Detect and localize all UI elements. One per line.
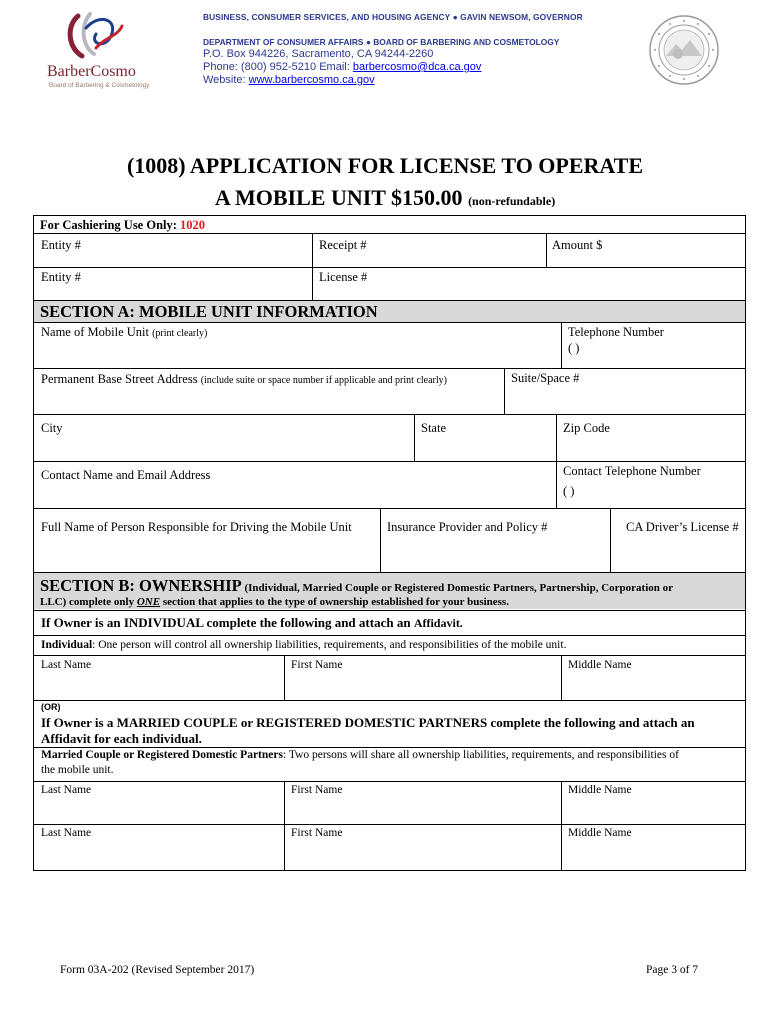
form-title-line1: (1008) APPLICATION FOR LICENSE TO OPERATE (126, 153, 644, 178)
married-description-line2: the mobile unit. (41, 764, 114, 776)
person2-first-name-label: First Name (291, 827, 343, 839)
suite-space-label: Suite/Space # (511, 371, 580, 385)
mailing-address: P.O. Box 944226, Sacramento, CA 94244-2260 (203, 48, 434, 60)
phone-text: Phone: (800) 952-5210 Email: (203, 61, 353, 73)
individual-term: Individual (41, 639, 93, 651)
contact-name-email-label: Contact Name and Email Address (41, 468, 211, 482)
agency-line: BUSINESS, CONSUMER SERVICES, AND HOUSING AGENCY ● GAVIN NEWSOM, GOVERNOR (203, 12, 583, 22)
barbercosmo-logo-icon (60, 8, 130, 64)
person1-first-name-label: First Name (291, 784, 343, 796)
entity-field-label: Entity # (41, 238, 81, 252)
page-number: Page 3 of 7 (646, 964, 699, 976)
section-b-instruction-b: section that applies to the type of ownership established for your business. (160, 596, 509, 608)
individual-heading (41, 615, 463, 631)
contact-line (203, 61, 481, 73)
cashiering-code: 1020 (180, 218, 206, 232)
person2-middle-name-label: Middle Name (568, 827, 632, 839)
email-link[interactable]: barbercosmo@dca.ca.gov (352, 61, 482, 73)
base-address-hint: (include suite or space number if applicable and print clearly) (200, 375, 447, 386)
cashiering-label-text: For Cashiering Use Only: (40, 218, 181, 232)
zip-code-label: Zip Code (563, 421, 610, 435)
individual-middle-name-label: Middle Name (568, 659, 632, 671)
website-line (203, 74, 375, 86)
section-b-heading (40, 576, 673, 596)
section-b-title: SECTION B: OWNERSHIP (40, 576, 242, 595)
section-b-one: ONE (136, 596, 161, 608)
telephone-area-code[interactable]: ( ) (568, 341, 580, 355)
person1-last-name-label: Last Name (41, 784, 92, 796)
or-separator: (OR) (41, 702, 61, 712)
entity-field-label-2: Entity # (41, 270, 81, 284)
person1-middle-name-label: Middle Name (568, 784, 632, 796)
telephone-label: Telephone Number (568, 325, 664, 339)
mobile-unit-name-text: Name of Mobile Unit (41, 325, 153, 339)
california-seal-icon (648, 14, 720, 86)
individual-heading-text: If Owner is an INDIVIDUAL complete the following and attach an (41, 615, 414, 630)
receipt-field-label: Receipt # (319, 238, 367, 252)
form-title-fee: A MOBILE UNIT $150.00 (214, 185, 463, 210)
married-heading-line1: If Owner is a MARRIED COUPLE or REGISTERED DOMESTIC PARTNERS complete the following and attach an (41, 715, 695, 730)
individual-description (41, 639, 566, 651)
contact-telephone-area-code[interactable]: ( ) (563, 484, 575, 498)
website-link[interactable]: www.barbercosmo.ca.gov (248, 74, 375, 86)
license-field-label: License # (319, 270, 368, 284)
driver-name-label: Full Name of Person Responsible for Driving the Mobile Unit (41, 520, 352, 534)
individual-first-name-label: First Name (291, 659, 343, 671)
ca-drivers-license-label: CA Driver’s License # (626, 520, 739, 534)
application-form (33, 215, 746, 871)
state-seal (648, 14, 720, 86)
person2-last-name-label: Last Name (41, 827, 92, 839)
married-term: Married Couple or Registered Domestic Partners (41, 749, 283, 761)
form-title-line2 (0, 185, 770, 211)
individual-last-name-label: Last Name (41, 659, 92, 671)
married-description-line1 (41, 749, 679, 761)
married-heading-line2: Affidavit for each individual. (41, 731, 202, 746)
logo-subtitle: Board of Barbering & Cosmetology (49, 82, 150, 89)
section-b-title-note: (Individual, Married Couple or Registered Domestic Partners, Partnership, Corporation or (241, 582, 674, 594)
form-number: Form 03A-202 (Revised September 2017) (60, 964, 255, 976)
logo-wordmark: BarberCosmo (47, 63, 136, 80)
section-b-instruction (40, 596, 509, 608)
insurance-policy-label: Insurance Provider and Policy # (387, 520, 548, 534)
department-line: DEPARTMENT OF CONSUMER AFFAIRS ● BOARD OF BARBERING AND COSMETOLOGY (203, 37, 560, 47)
individual-affidavit: Affidavit. (413, 616, 463, 630)
mobile-unit-name-hint: (print clearly) (152, 328, 208, 339)
city-label: City (41, 421, 63, 435)
amount-field-label: Amount $ (552, 238, 603, 252)
barbercosmo-logo (60, 8, 130, 64)
section-b-instruction-a: LLC) complete only (40, 596, 137, 608)
fee-note: (non-refundable) (468, 194, 556, 208)
individual-desc-text: : One person will control all ownership liabilities, requirements, and responsibilities of the mobile unit. (92, 639, 567, 651)
state-label: State (421, 421, 446, 435)
cashiering-label (40, 218, 205, 233)
married-desc-text: : Two persons will share all ownership liabilities, requirements, and responsibilities of (282, 749, 679, 761)
mobile-unit-name-label (41, 325, 207, 340)
website-prefix: Website: (203, 74, 249, 86)
base-address-text: Permanent Base Street Address (41, 372, 201, 386)
section-a-heading: SECTION A: MOBILE UNIT INFORMATION (40, 302, 378, 321)
contact-telephone-label: Contact Telephone Number (563, 464, 701, 478)
base-address-label (41, 372, 447, 387)
